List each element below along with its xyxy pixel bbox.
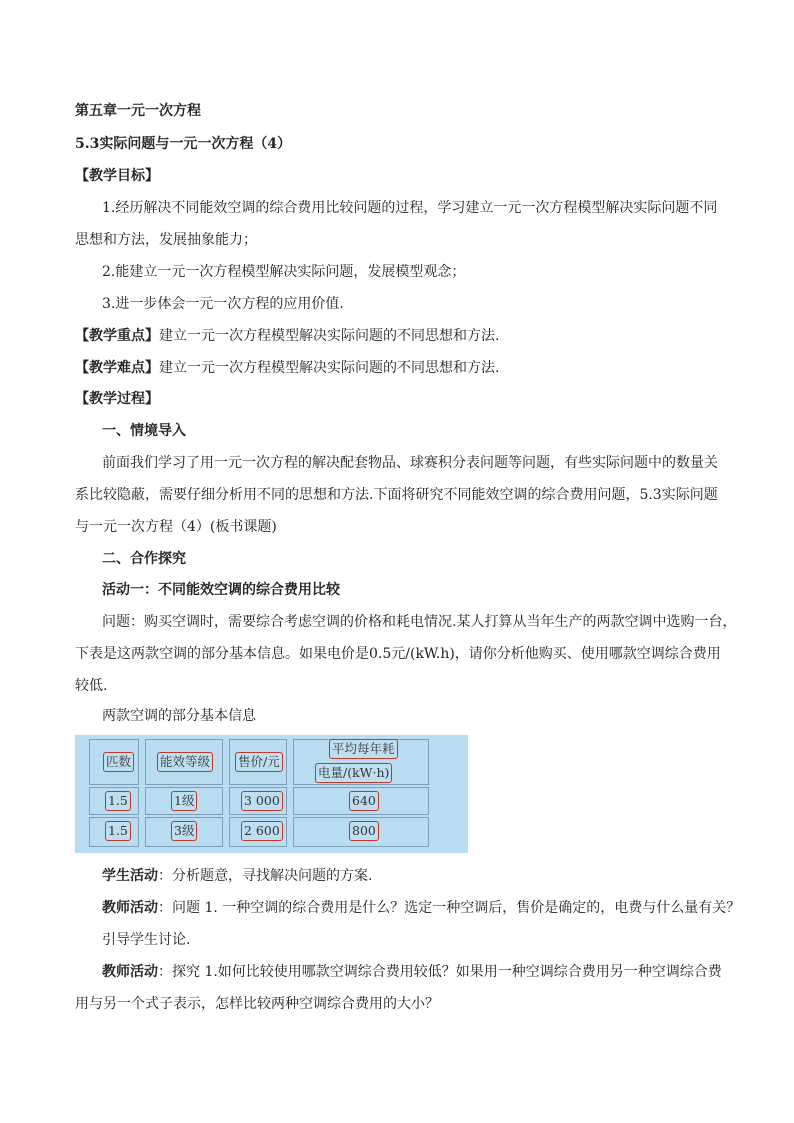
row1-pishu: 1.5: [105, 791, 131, 811]
problem-line-3: 较低.: [75, 678, 108, 694]
goals-label: 【教学目标】: [75, 168, 159, 184]
goal-line-4: 3.进一步体会一元一次方程的应用价值.: [102, 296, 344, 312]
table-caption: 两款空调的部分基本信息: [102, 708, 256, 724]
problem-line-1: 问题：购买空调时，需要综合考虑空调的价格和耗电情况.某人打算从当年生产的两款空调中选购一台，: [102, 614, 737, 630]
teacher-activity-1-label: 教师活动: [102, 900, 158, 916]
header-power-1: 平均每年耗: [329, 739, 398, 759]
part1-heading: 一、情境导入: [102, 423, 186, 439]
goal-line-1: 1.经历解决不同能效空调的综合费用比较问题的过程，学习建立一元一次方程模型解决实际问题不同: [102, 200, 718, 216]
teacher-activity-1: [102, 898, 740, 918]
goal-line-3: 2.能建立一元一次方程模型解决实际问题，发展模型观念；: [102, 264, 466, 280]
difficulty-text: 建立一元一次方程模型解决实际问题的不同思想和方法.: [159, 360, 500, 376]
part1-line-1: 前面我们学习了用一元一次方程的解决配套物品、球赛积分表问题等问题，有些实际问题中的数量关: [102, 455, 718, 471]
key-point: [75, 326, 499, 346]
header-energy-grade: 能效等级: [157, 752, 213, 772]
key-point-text: 建立一元一次方程模型解决实际问题的不同思想和方法.: [159, 328, 500, 344]
part2-heading: 二、合作探究: [102, 551, 186, 567]
row2-price: 2 600: [241, 821, 283, 841]
student-activity-text: ：分析题意，寻找解决问题的方案.: [158, 868, 373, 884]
teacher-activity-2-label: 教师活动: [102, 964, 158, 980]
student-activity: [102, 866, 372, 886]
teacher-activity-2-line2: 用与另一个式子表示，怎样比较两种空调综合费用的大小？: [75, 996, 439, 1012]
header-pishu: 匹数: [103, 752, 134, 772]
section-title: 5.3实际问题与一元一次方程（4）: [75, 136, 292, 152]
row2-grade: 3级: [171, 821, 197, 841]
difficulty: [75, 358, 499, 378]
process-label: 【教学过程】: [75, 391, 159, 407]
header-power-2: 电量/(kW·h): [315, 763, 392, 783]
row2-power: 800: [349, 821, 379, 841]
teacher-activity-2: [102, 962, 722, 982]
key-point-label: 【教学重点】: [75, 328, 159, 344]
row2-pishu: 1.5: [105, 821, 131, 841]
teacher-activity-1-line2: 引导学生讨论.: [102, 932, 191, 948]
aircon-info-table: [75, 735, 468, 853]
teacher-activity-2-text: ：探究 1.如何比较使用哪款空调综合费用较低？如果用一种空调综合费用另一种空调综合费: [158, 964, 722, 980]
row1-grade: 1级: [171, 791, 197, 811]
part1-line-3: 与一元一次方程（4）(板书课题): [75, 519, 277, 535]
difficulty-label: 【教学难点】: [75, 360, 159, 376]
header-price: 售价/元: [235, 752, 283, 772]
part1-line-2: 系比较隐蔽，需要仔细分析用不同的思想和方法.下面将研究不同能效空调的综合费用问题，5.3实际问题: [75, 487, 718, 503]
row1-price: 3 000: [241, 791, 283, 811]
student-activity-label: 学生活动: [102, 868, 158, 884]
problem-line-2: 下表是这两款空调的部分基本信息。如果电价是0.5元/(kW.h)，请你分析他购买、使用哪款空调综合费用: [75, 646, 721, 662]
chapter-title: 第五章一元一次方程: [75, 103, 201, 119]
row1-power: 640: [349, 791, 379, 811]
teacher-activity-1-text: ：问题 1. 一种空调的综合费用是什么？选定一种空调后，售价是确定的，电费与什么量有关？: [158, 900, 741, 916]
activity-heading: 活动一：不同能效空调的综合费用比较: [102, 582, 340, 598]
goal-line-2: 思想和方法，发展抽象能力；: [75, 232, 257, 248]
